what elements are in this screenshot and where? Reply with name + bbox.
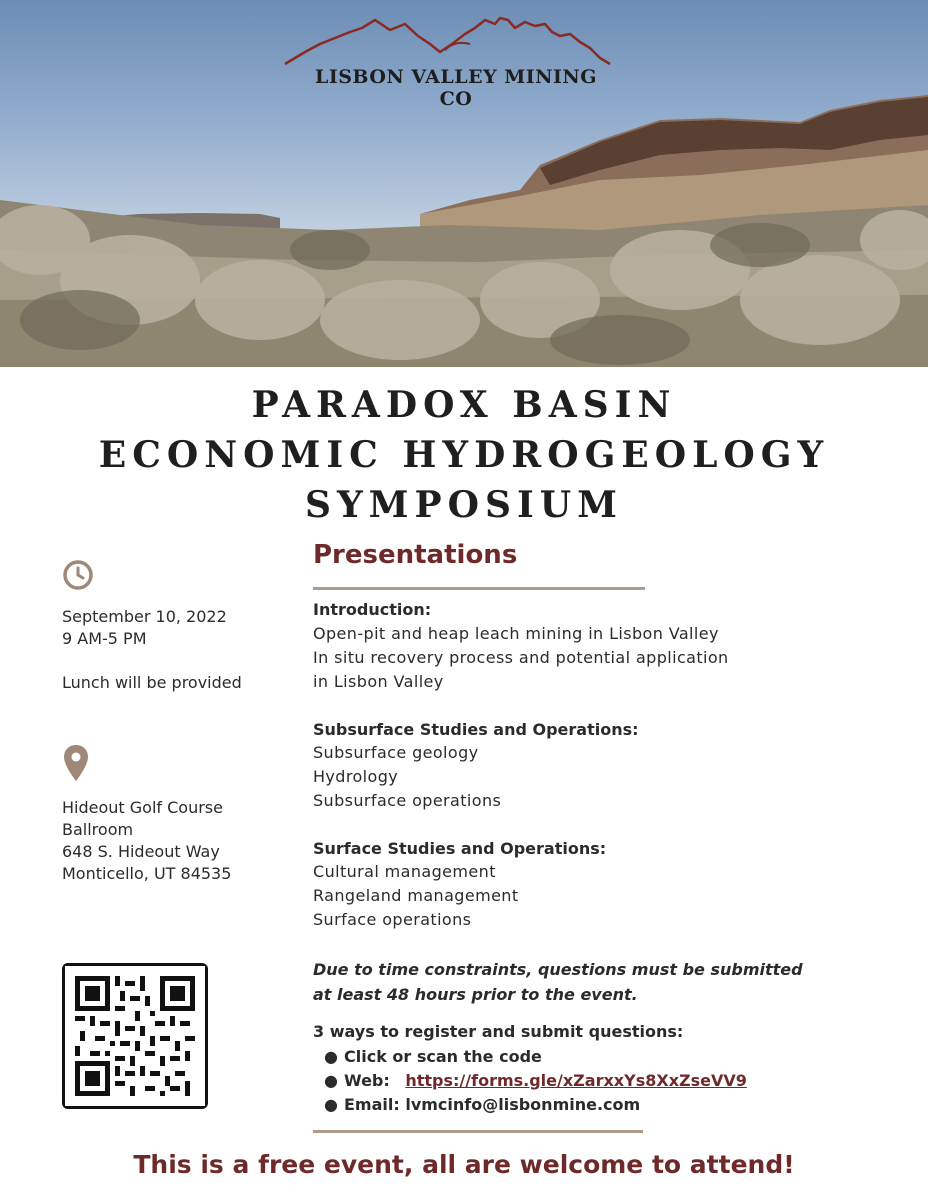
section-subsurface-line: Hydrology	[313, 767, 399, 786]
register-web-label: Web:	[344, 1071, 390, 1090]
section-surface-line: Surface operations	[313, 910, 472, 929]
event-time: 9 AM-5 PM	[62, 629, 147, 648]
register-option-scan-text: Click or scan the code	[344, 1047, 542, 1066]
address-street: 648 S. Hideout Way	[62, 842, 220, 861]
register-option-web	[324, 1071, 747, 1090]
submission-deadline-note	[313, 957, 853, 1007]
bullet-icon: ●	[324, 1071, 338, 1090]
hero-landscape-photo	[0, 0, 928, 367]
section-introduction-line: in Lisbon Valley	[313, 672, 444, 691]
section-surface-line: Rangeland management	[313, 886, 519, 905]
venue-name: Hideout Golf Course	[62, 798, 223, 817]
presentations-heading: Presentations	[313, 540, 518, 570]
company-logo-text: LISBON VALLEY MINING CO	[314, 66, 598, 110]
section-subsurface-line: Subsurface operations	[313, 791, 502, 810]
section-surface-title: Surface Studies and Operations:	[313, 839, 607, 858]
section-introduction-line: In situ recovery process and potential application	[313, 648, 729, 667]
note-line-1: Due to time constraints, questions must be submitted	[313, 960, 803, 979]
location-pin-icon	[63, 744, 89, 782]
bullet-icon: ●	[324, 1047, 338, 1066]
qr-code-icon[interactable]	[62, 963, 208, 1109]
section-introduction-title: Introduction:	[313, 600, 432, 619]
symposium-title	[0, 380, 928, 530]
title-line-1: PARADOX BASIN	[251, 384, 677, 426]
bullet-icon: ●	[324, 1095, 338, 1114]
section-surface-line: Cultural management	[313, 862, 496, 881]
title-line-3: SYMPOSIUM	[304, 484, 624, 526]
title-line-2: ECONOMIC HYDROGEOLOGY	[98, 434, 830, 476]
section-subsurface-title: Subsurface Studies and Operations:	[313, 720, 639, 739]
register-email-text: Email: lvmcinfo@lisbonmine.com	[344, 1095, 641, 1114]
free-event-banner: This is a free event, all are welcome to attend!	[133, 1150, 795, 1179]
event-date: September 10, 2022	[62, 607, 227, 626]
register-option-scan	[324, 1047, 542, 1066]
qr-code-pattern	[65, 966, 205, 1106]
address-city: Monticello, UT 84535	[62, 864, 232, 883]
presentations-divider	[313, 587, 645, 590]
section-introduction-line: Open-pit and heap leach mining in Lisbon Valley	[313, 624, 719, 643]
venue-room: Ballroom	[62, 820, 134, 839]
section-subsurface-line: Subsurface geology	[313, 743, 479, 762]
register-heading: 3 ways to register and submit questions:	[313, 1022, 684, 1041]
note-line-2: at least 48 hours prior to the event.	[313, 985, 638, 1004]
footer-divider	[313, 1130, 643, 1133]
clock-icon	[62, 559, 94, 591]
register-option-email	[324, 1095, 640, 1114]
register-form-link[interactable]: https://forms.gle/xZarxxYs8XxZseVV9	[405, 1071, 747, 1090]
lunch-note: Lunch will be provided	[62, 673, 242, 692]
